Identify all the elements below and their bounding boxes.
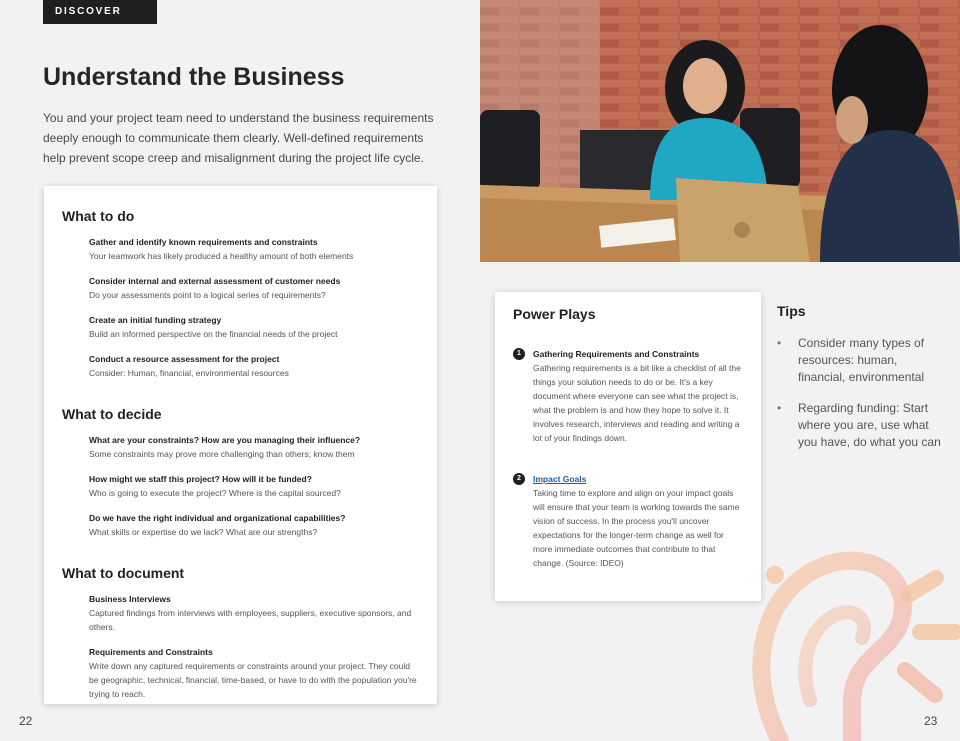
item-title: How might we staff this project? How will it be funded? bbox=[89, 474, 312, 484]
ear-icon bbox=[740, 520, 960, 741]
photo-illustration bbox=[480, 0, 960, 262]
page-title: Understand the Business bbox=[43, 63, 345, 91]
item-desc: Who is going to execute the project? Where is the capital sourced? bbox=[89, 488, 341, 498]
what-to-do-section bbox=[62, 208, 419, 380]
bullet-icon: • bbox=[777, 336, 782, 350]
list-item bbox=[89, 473, 419, 500]
item-desc: Captured findings from interviews with employees, suppliers, executive sponsors, and others. bbox=[89, 608, 412, 632]
tips-list bbox=[777, 335, 947, 451]
number-badge: 2 bbox=[513, 473, 525, 485]
section-title: What to decide bbox=[62, 406, 162, 422]
tips-section bbox=[777, 303, 947, 465]
item-title: Conduct a resource assessment for the project bbox=[89, 354, 280, 364]
item-title: Do we have the right individual and organizational capabilities? bbox=[89, 513, 346, 523]
section-title: What to document bbox=[62, 565, 185, 581]
item-title: Requirements and Constraints bbox=[89, 647, 213, 657]
list-item bbox=[89, 275, 419, 302]
item-title bbox=[533, 473, 743, 486]
section-tag: DISCOVER bbox=[43, 0, 157, 24]
number-badge: 1 bbox=[513, 348, 525, 360]
item-desc: Build an informed perspective on the financial needs of the project bbox=[89, 329, 338, 339]
meeting-photo bbox=[480, 0, 960, 262]
intro-paragraph: You and your project team need to understand the business requirements deeply enough to communicate them clearly. Well-defined requirements help prevent scope creep and misalignment during the project life cycle. bbox=[43, 111, 434, 165]
list-item bbox=[89, 512, 419, 539]
bullet-icon: • bbox=[777, 401, 782, 415]
tip-item bbox=[777, 400, 947, 451]
item-title: Gathering Requirements and Constraints bbox=[533, 349, 700, 359]
item-desc: Taking time to explore and align on your impact goals will ensure that your team is working towards the same vision of success. In the process you'll uncover expectations for the longer-term change as well for more immediate outcomes that contribute to that change. (Source: IDEO) bbox=[533, 488, 740, 568]
item-desc: Consider: Human, financial, environmental resources bbox=[89, 368, 289, 378]
tips-title: Tips bbox=[777, 303, 806, 319]
list-item bbox=[89, 646, 419, 701]
power-plays-card bbox=[495, 292, 761, 601]
item-title: Create an initial funding strategy bbox=[89, 315, 222, 325]
page-number-right: 23 bbox=[924, 714, 938, 728]
power-plays-title: Power Plays bbox=[513, 306, 596, 322]
list-item bbox=[89, 353, 419, 380]
section-title: What to do bbox=[62, 208, 135, 224]
item-desc: What skills or expertise do we lack? What are our strengths? bbox=[89, 527, 318, 537]
item-desc: Do your assessments point to a logical series of requirements? bbox=[89, 290, 326, 300]
power-play-item bbox=[513, 348, 743, 445]
power-play-item bbox=[513, 473, 743, 570]
list-item bbox=[89, 593, 419, 634]
page-number-left: 22 bbox=[19, 714, 33, 728]
impact-goals-link[interactable]: Impact Goals bbox=[533, 474, 587, 484]
list-item bbox=[89, 314, 419, 341]
item-desc: Your teamwork has likely produced a healthy amount of both elements bbox=[89, 251, 354, 261]
item-title: Gather and identify known requirements and constraints bbox=[89, 237, 318, 247]
list-item bbox=[89, 236, 419, 263]
list-item bbox=[89, 434, 419, 461]
tip-item bbox=[777, 335, 947, 386]
item-desc: Write down any captured requirements or constraints around your project. They could be geographic, technical, financial, time-based, or have to do with the population you're trying to reach. bbox=[89, 661, 417, 699]
item-title: Business Interviews bbox=[89, 594, 171, 604]
item-desc: Gathering requirements is a bit like a checklist of all the things your solution needs to do or be. It's a key document where everyone can see what the project is, what the problem is and how they hope to solve it. It involves research, interviews and reading and writing a lot of your findings down. bbox=[533, 363, 741, 443]
what-to-document-section bbox=[62, 565, 419, 701]
tip-text: Consider many types of resources: human, financial, environmental bbox=[798, 336, 925, 384]
tip-text: Regarding funding: Start where you are, use what you have, do what you can bbox=[798, 401, 941, 449]
item-title: What are your constraints? How are you managing their influence? bbox=[89, 435, 361, 445]
item-title: Consider internal and external assessment of customer needs bbox=[89, 276, 341, 286]
item-desc: Some constraints may prove more challenging than others; know them bbox=[89, 449, 355, 459]
what-to-decide-section bbox=[62, 406, 419, 539]
guidance-card bbox=[44, 186, 437, 704]
